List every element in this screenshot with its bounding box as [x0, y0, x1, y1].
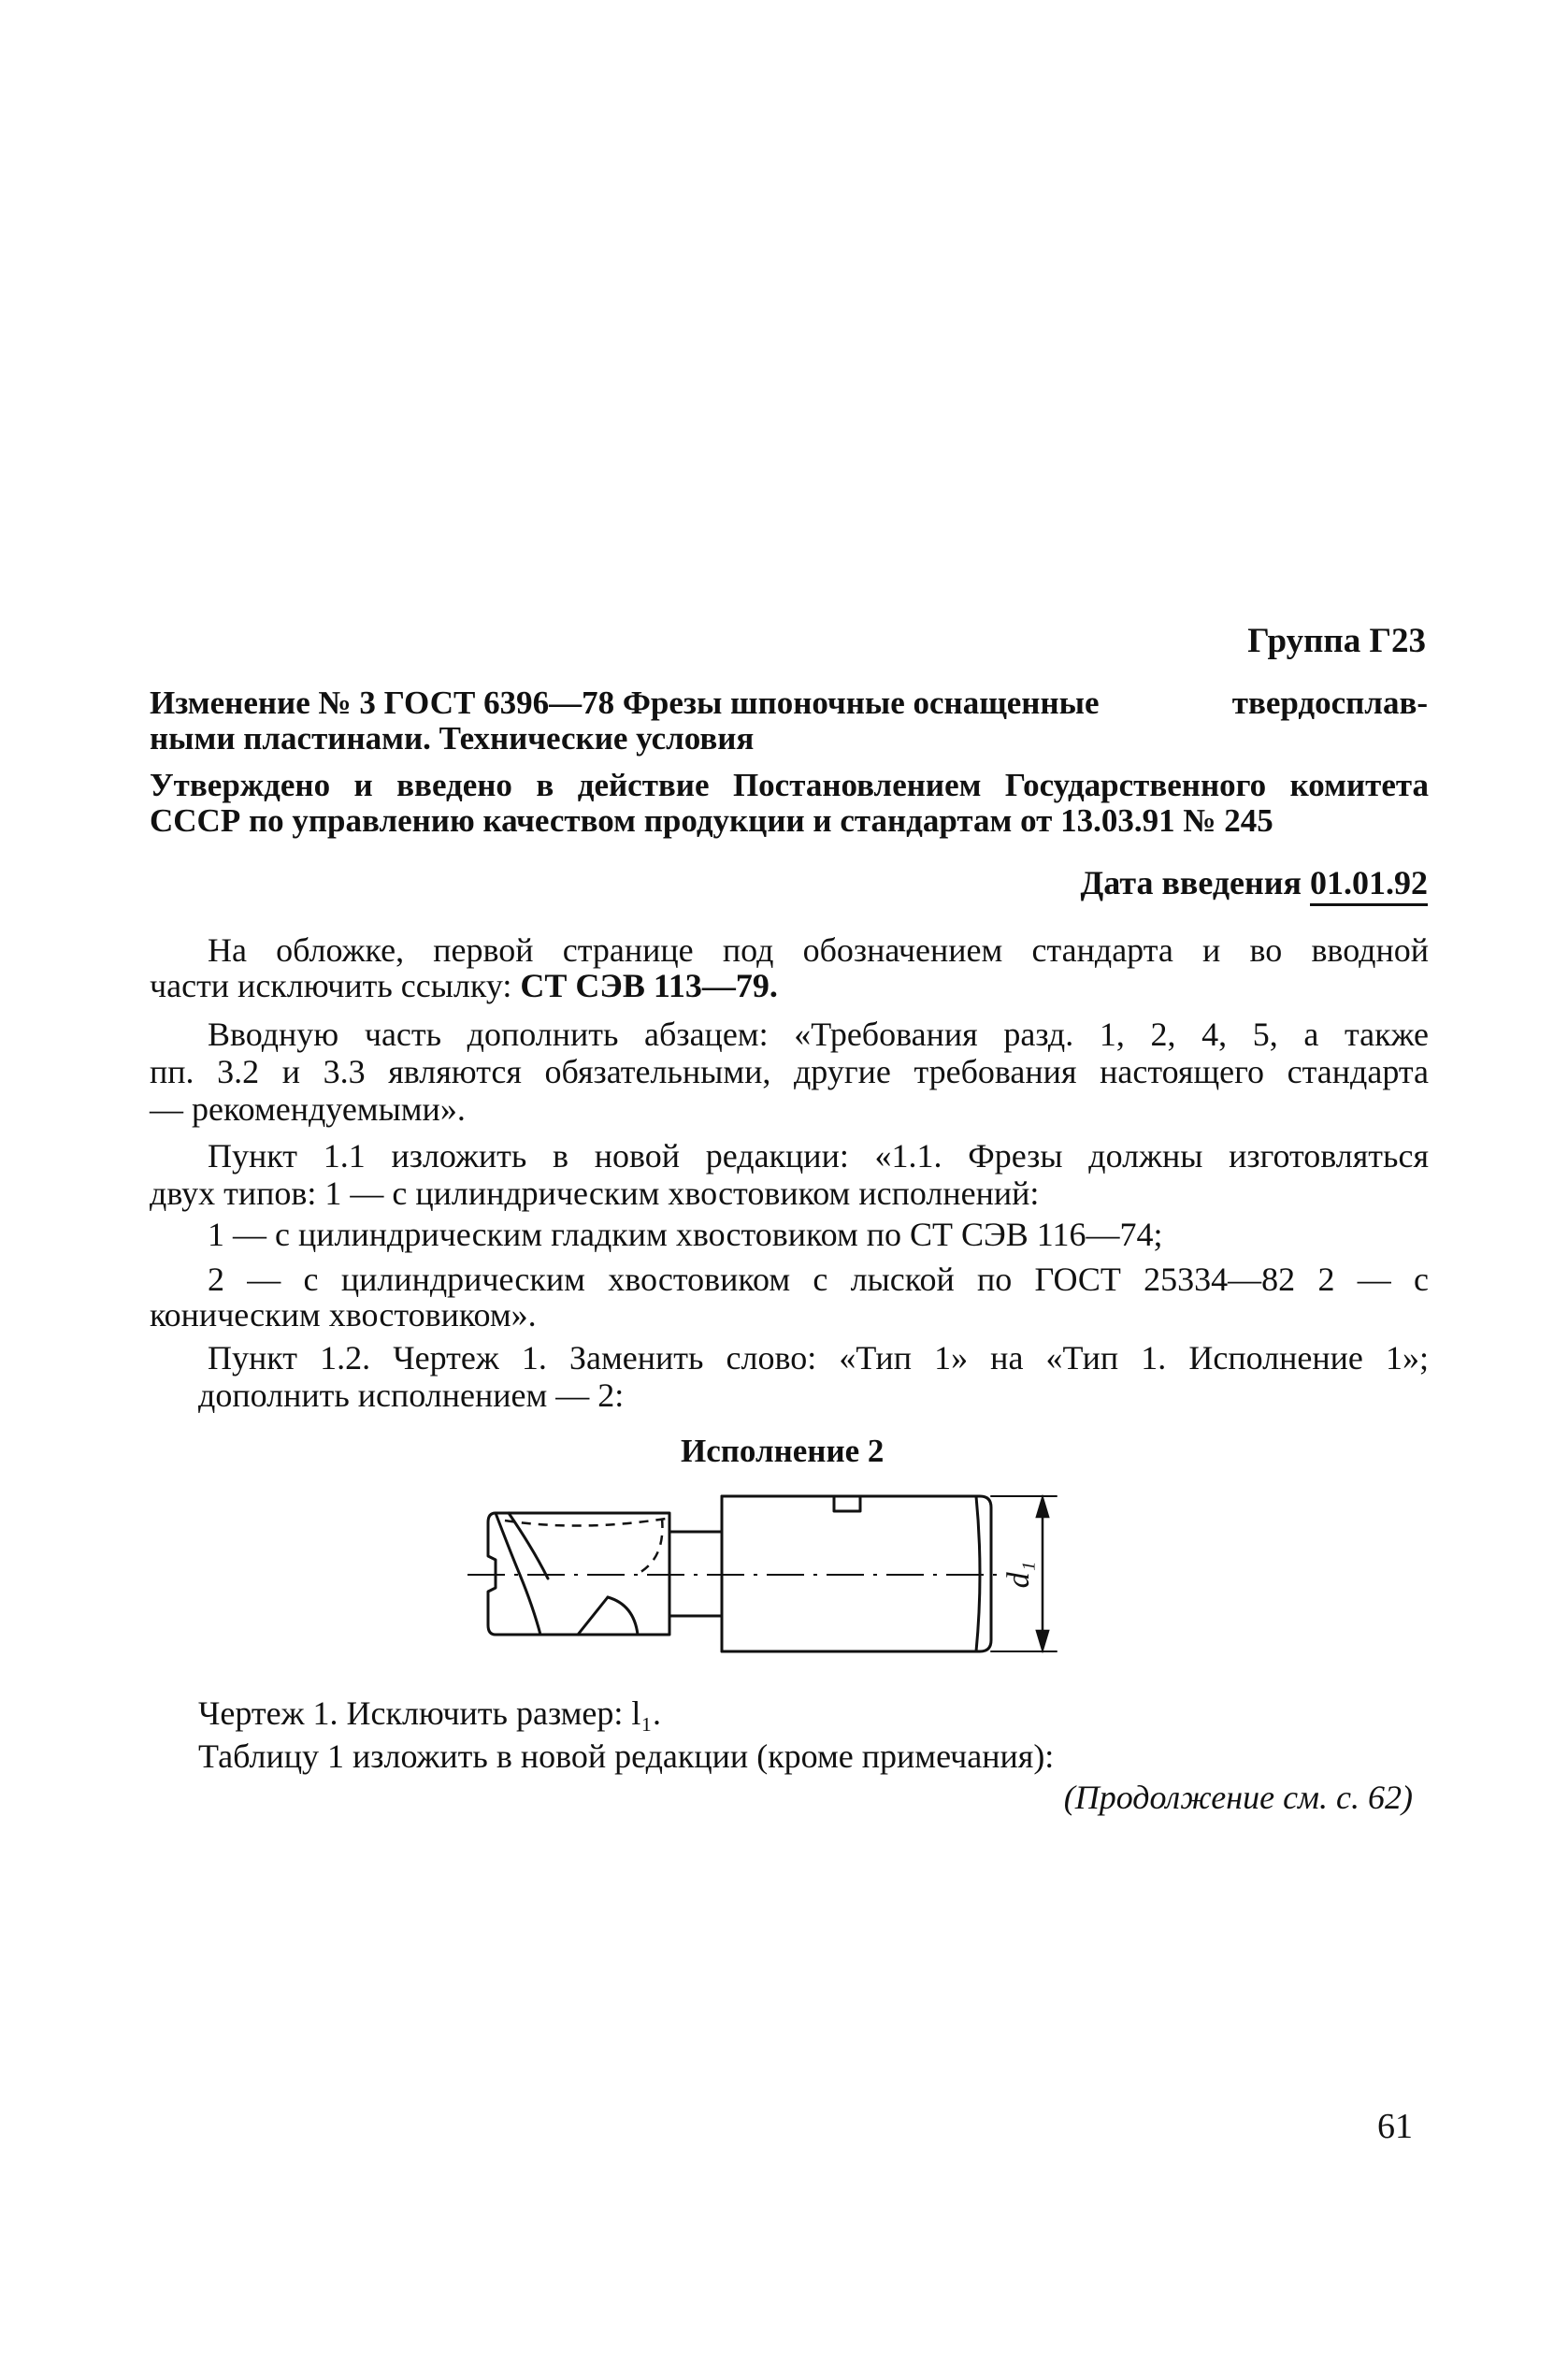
- arrow-top: [1037, 1498, 1048, 1517]
- date-label: Дата введения: [1080, 864, 1302, 901]
- date-value: 01.01.92: [1310, 864, 1428, 906]
- paragraph-6-line1-text: Пункт 1.2. Чертеж 1. Заменить слово: «Тип 1» на «Тип 1. Исполнение 1»;: [208, 1339, 1429, 1377]
- paragraph-2-line2-text: пп. 3.2 и 3.3 являются обязательными, другие требования настоящего стандарта: [150, 1053, 1429, 1090]
- hidden-line-2: [636, 1519, 662, 1575]
- paragraph-1-line2: [150, 965, 778, 1006]
- change-title-left: Изменение № 3 ГОСТ 6396—78 Фрезы шпоночные оснащенные: [150, 685, 1100, 721]
- flute-edge-3: [608, 1597, 638, 1635]
- change-title-line2: ными пластинами. Технические условия: [150, 720, 755, 757]
- figure-title: Исполнение 2: [681, 1433, 885, 1469]
- paragraph-5-line2: коническим хвостовиком».: [150, 1296, 537, 1333]
- paragraph-2-line1: [208, 1014, 1429, 1055]
- change-title-right: твердосплав-: [1231, 685, 1428, 721]
- page-number: 61: [1377, 2107, 1413, 2146]
- cutter-drawing: [468, 1485, 1103, 1663]
- paragraph-1-line1-text: На обложке, первой странице под обозначением стандарта и во вводной: [208, 931, 1429, 969]
- flat-notch: [834, 1496, 860, 1511]
- paragraph-5-line1-text: 2 — с цилиндрическим хвостовиком с лыской по ГОСТ 25334—82 2 — с: [208, 1261, 1429, 1298]
- group-label: Группа Г23: [1247, 622, 1426, 660]
- paragraph-8-line1: Таблицу 1 изложить в новой редакции (кроме примечания):: [198, 1737, 1055, 1775]
- paragraph-6-line2: дополнить исполнением — 2:: [198, 1377, 625, 1414]
- arrow-bottom: [1037, 1631, 1048, 1650]
- paragraph-2-line1-text: Вводную часть дополнить абзацем: «Требования разд. 1, 2, 4, 5, а также: [208, 1016, 1429, 1053]
- dimension-label-d1: d₁: [1001, 1561, 1036, 1589]
- paragraph-2-line3: — рекомендуемыми».: [150, 1090, 466, 1128]
- hidden-line-1: [505, 1519, 666, 1526]
- approval-line2: СССР по управлению качеством продукции и стандартам от 13.03.91 № 245: [150, 802, 1273, 839]
- paragraph-1-line2-text: части исключить ссылку:: [150, 967, 512, 1004]
- paragraph-4-line1: 1 — с цилиндрическим гладким хвостовиком по СТ СЭВ 116—74;: [208, 1216, 1163, 1253]
- approval-line1-text: Утверждено и введено в действие Постановлением Государственного комитета: [150, 767, 1429, 803]
- paragraph-3-line1: [208, 1135, 1429, 1176]
- introduction-date: [1081, 862, 1429, 903]
- paragraph-3-line2: двух типов: 1 — с цилиндрическим хвостовиком исполнений:: [150, 1175, 1040, 1212]
- flute-edge-4: [578, 1597, 608, 1635]
- paragraph-3-line1-text: Пункт 1.1 изложить в новой редакции: «1.1. Фрезы должны изготовляться: [208, 1137, 1429, 1175]
- paragraph-6-line1: [208, 1337, 1429, 1378]
- continuation-note: (Продолжение см. с. 62): [1063, 1779, 1413, 1816]
- paragraph-1-line2-bold: СТ СЭВ 113—79.: [520, 967, 778, 1004]
- paragraph-7-line1: Чертеж 1. Исключить размер: l₁.: [198, 1694, 661, 1732]
- paragraph-2-line2: [150, 1051, 1429, 1092]
